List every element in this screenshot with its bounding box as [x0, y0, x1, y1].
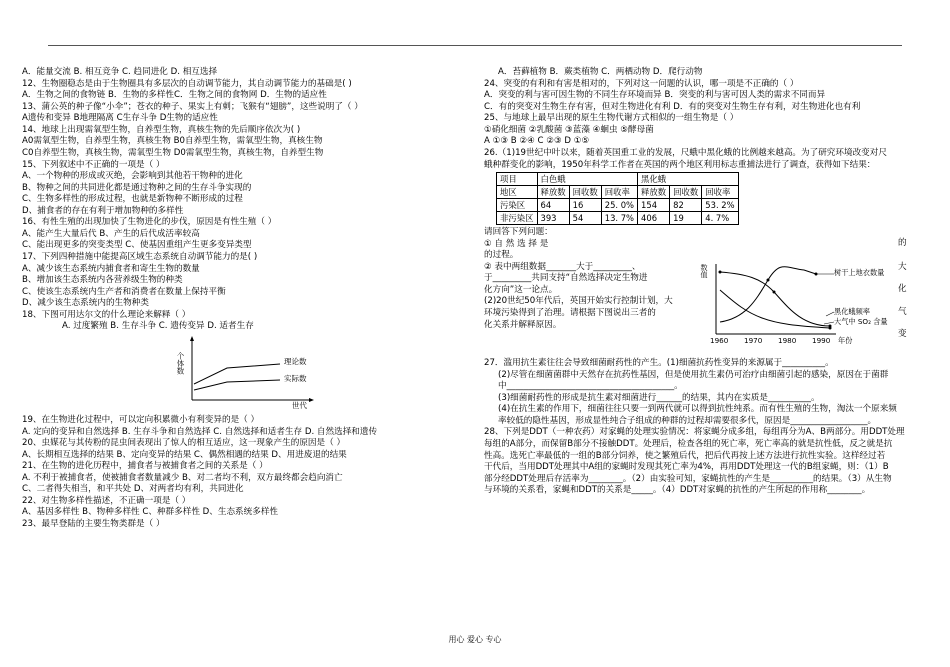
- table-cell: 82: [670, 199, 702, 212]
- question-line: A．苔藓植物 B．蕨类植物 C．两栖动物 D．爬行动物: [498, 67, 703, 77]
- table-header: 地区: [497, 186, 538, 199]
- question-line: A. 不利于被捕食者，使被捕食者数量减少 B、对二者均不利，双方最终都会趋向消亡: [22, 472, 343, 483]
- question-line: 化关系并解释原因。: [484, 319, 562, 330]
- question-line: A. 定向的变异和自然选择 B. 生存斗争和自然选择 C. 自然选择和适者生存 D. 自然选择和遗传: [22, 426, 378, 437]
- question-line: A0需氧型生物，自养型生物，真核生物 B0自养型生物，需氧型生物，真核生物: [22, 136, 323, 147]
- question-line: ①硝化细菌 ②乳酸菌 ③蓝藻 ④蛔虫 ⑤酵母菌: [484, 124, 654, 135]
- population-figure: [172, 334, 322, 412]
- line-end-text: 大: [898, 262, 907, 273]
- question-line: A、能产生大量后代 B、产生的后代成活率较高: [22, 228, 200, 239]
- table-cell: 非污染区: [497, 212, 538, 225]
- question-line: 中_______________________________________。: [498, 381, 683, 392]
- question-line: 23、最早登陆的主要生物类群是（ ）: [22, 519, 165, 529]
- question-line: C、生物多样性的形成过程，也就是新物种不断形成的过程: [22, 194, 243, 205]
- trend-ylabel: 数值: [700, 264, 708, 278]
- question-line: B、物种之间的共同进化都是通过物种之间的生存斗争实现的: [22, 182, 252, 193]
- question-line: 15、下列叙述中不正确的一项是（ ）: [22, 159, 165, 170]
- table-cell: 53. 2%: [702, 199, 738, 212]
- question-line: 14、地球上出现需氧型生物，自养型生物，真核生物的先后顺序依次为( ): [22, 124, 301, 135]
- table-header: 白色蛾: [537, 173, 638, 186]
- table-row: [497, 199, 739, 212]
- question-line: 25、与地球上最早出现的原生生物代谢方式相似的一组生物是（ ）: [484, 113, 739, 124]
- question-line: 24、突变的有利和有害是相对的，下列对这一问题的认识，哪一项是不正确的（ ）: [484, 78, 799, 89]
- question-line: ② 表中两组数据_______大于_________、: [484, 261, 641, 272]
- table-row: [497, 212, 739, 225]
- table-cell: 393: [537, 212, 569, 225]
- question-line: 与环境的关系看，家蝇和DDT的关系是_____。（4）DDT对家蝇的抗性的产生所起的作用称________。: [484, 485, 871, 496]
- question-line: (2)尽管在细菌菌群中天然存在抗药性基因，但是使用抗生素仍可治疗由细菌引起的感染，原因在于菌群: [498, 369, 889, 380]
- question-line: 13、蒲公英的种子像“小伞”；苍衣的种子、果实上有刺；飞猴有“翅膀”，这些说明了（ ）: [22, 101, 363, 112]
- graph-ylabel: 个体数: [176, 351, 185, 375]
- question-line: A、一个物种的形成或灭绝，会影响到其他若干物种的进化: [22, 171, 243, 182]
- x-unit: 年份: [838, 336, 853, 345]
- graph-xlabel: 世代: [292, 400, 307, 410]
- table-cell: 25. 0%: [601, 199, 637, 212]
- question-line: 干代后，当用DDT处理其中A组的家蝇时发现其死亡率为4%，再用DDT处理这一代的B组家蝇，则：（1）B: [484, 462, 889, 473]
- left-column: [22, 68, 474, 532]
- question-line: 16、有性生殖的出现加快了生物进化的步伐，原因是有性生殖（ ）: [22, 217, 277, 228]
- moth-trend-figure: [700, 260, 894, 350]
- x-tick: 1980: [778, 336, 797, 345]
- question-line: D、减少该生态系统内的生物种类: [22, 298, 149, 309]
- table-subheader: 回收数: [670, 186, 702, 199]
- question-line: (3)细菌耐药性的形成是抗生素对细菌进行______的结果，其内在实质是__________。: [498, 392, 820, 403]
- table-cell: 154: [638, 199, 670, 212]
- question-line: B、增加该生态系统内各营养级生物的种类: [22, 275, 183, 286]
- question-line: 27．滥用抗生素往往会导致细菌耐药性的产生。(1)细菌抗药性变异的来源属于__________。: [484, 358, 834, 369]
- question-line: 22、对生物多样性描述，不正确一项是（ ）: [22, 495, 191, 506]
- q18-options: A. 过度繁殖 B. 生存斗争 C. 遗传变异 D. 适者生存: [62, 321, 254, 332]
- table-cell: 64: [537, 199, 569, 212]
- table-subheader: 回收率: [702, 186, 738, 199]
- question-line: 21、在生物的进化历程中，捕食者与被捕食者之间的关系是（ ）: [22, 461, 268, 472]
- header-rule: [48, 45, 902, 46]
- table-cell: 54: [569, 212, 601, 225]
- question-line: 环境污染得到了治理。请根据下图说出三者的: [484, 308, 656, 318]
- right-column: [484, 68, 914, 498]
- table-cell: 13. 7%: [601, 212, 637, 225]
- question-line: (2)20世纪50年代后，英国开始实行控制计划，大: [484, 296, 673, 307]
- question-line: A、减少该生态系统内捕食者和寄生生物的数量: [22, 263, 200, 274]
- question-line: 17、下列四种措施中能提高区域生态系统自动调节能力的是( ): [22, 252, 258, 262]
- question-line: 26.（1)19世纪中叶以来，随着英国重工业的发展，尺蛾中黑化蛾的比例越来越高。为了研究环境改变对尺: [484, 147, 887, 158]
- legend-melanic: 黑化蛾频率: [834, 307, 870, 316]
- question-line: 率较低的隐性基因，形成显性纯合子组成的种群的过程却需要很多代，原因是__________________。: [498, 415, 877, 426]
- line-end-text: 的: [898, 238, 907, 249]
- table-subheader: 释放数: [537, 186, 569, 199]
- question-line: 每组的A部分，而保留B部分不接触DDT。处理后，检查各组的死亡率，死亡率高的就是抗性低，反之就是抗: [484, 439, 893, 449]
- question-line: A ①③ B ②④ C ②③ D ①⑤: [484, 136, 590, 147]
- question-line: A、基因多样性 B、物种多样性 C、种群多样性 D、生态系统多样性: [22, 507, 279, 518]
- question-line: 化方向”这一论点。: [484, 284, 558, 295]
- table-cell: 16: [569, 199, 601, 212]
- table-header: 黑化蛾: [638, 173, 739, 186]
- question-line: ① 自 然 选 择 是: [484, 238, 549, 249]
- question-line: A遗传和变异 B地理隔离 C生存斗争 D生物的适应性: [22, 113, 218, 124]
- table-cell: 污染区: [497, 199, 538, 212]
- question-line: 部分经DDT处理后存活率为________。（2）由实验可知，家蝇抗性的产生是__________的结果。（3）从生物: [484, 473, 892, 484]
- line-end-text: 变: [898, 329, 907, 340]
- question-line: 12、生物圈稳态是由于生物圈具有多层次的自动调节能力，其自动调节能力的基础是( ): [22, 78, 352, 89]
- legend-so2: 大气中 SO₂ 含量: [834, 317, 888, 326]
- question-line: 19、在生物进化过程中，可以定向积累微小有利变异的是（ ）: [22, 414, 260, 425]
- actual-label: 实际数: [284, 373, 307, 383]
- table-subheader: 释放数: [638, 186, 670, 199]
- footer-text: 用心 爱心 专心: [448, 635, 502, 644]
- x-tick: 1960: [710, 336, 729, 345]
- legend-lichen: 树干上地衣数量: [834, 268, 885, 277]
- line-end-text: 气: [898, 307, 907, 318]
- question-line: 28、下列是DDT（一种农药）对家蝇的处理实验情况：将家蝇分成多组，每组再分为A、B两部分。用DDT处理: [484, 427, 905, 438]
- table-cell: 406: [638, 212, 670, 225]
- moth-data-table: [496, 172, 739, 225]
- question-line: (4)在抗生素的作用下，细菌往往只要一到两代就可以得到抗性纯系。而有性生殖的生物，淘汰一个原来频: [498, 404, 897, 415]
- table-subheader: 回收数: [569, 186, 601, 199]
- line-end-text: 化: [898, 284, 907, 295]
- question-line: C．有的突变对生物生存有害，但对生物进化有利 D．有的突变对生物生存有利，对生物进化也有利: [484, 101, 861, 112]
- question-line: 性高。选死亡率最低的一组的B部分饲养，使之繁殖后代，把后代再按上述方法进行抗性实验。这样经过若: [484, 450, 886, 461]
- question-line: C0自养型生物，真核生物，需氧型生物 D0需氧型生物，真核生物，自养型生物: [22, 147, 324, 158]
- question-line: 18、下图可用达尔文的什么理论来解释（ ）: [22, 309, 191, 320]
- question-line: A．突变的利与害可因生物的不同生存环境而异 B．突变的利与害可因人类的需求不同而异: [484, 90, 826, 101]
- table-cell: 4. 7%: [702, 212, 738, 225]
- theoretical-label: 理论数: [284, 356, 307, 366]
- question-line: C、二者得失相当，和平共处 D、对两者均有利，共同进化: [22, 484, 244, 495]
- question-line: 的过程。: [484, 250, 519, 261]
- question-line: C、能出现更多的突变类型 C、使基因重组产生更多变异类型: [22, 240, 252, 251]
- question-line: 于_________共同支持“自然选择决定生物进: [484, 273, 648, 284]
- question-line: 蛾种群变化的影响，1950年科学工作者在英国的两个地区利用标志重捕法进行了调查，获得如下结果：: [484, 159, 876, 170]
- table-header: 项目: [497, 173, 538, 186]
- question-line: 请回答下列问题：: [484, 227, 553, 238]
- table-subheader: 回收率: [601, 186, 637, 199]
- x-tick: 1990: [812, 336, 831, 345]
- question-line: A．生物之间的食物链 B．生物的多样性C．生物之间的食物网 D．生物的适应性: [22, 90, 327, 101]
- table-cell: 19: [670, 212, 702, 225]
- question-line: 20、虫媒花与其传粉的昆虫间表现出了惊人的相互适应，这一现象产生的原因是（ ）: [22, 438, 346, 449]
- question-line: D、捕食者的存在有利于增加物种的多样性: [22, 205, 184, 216]
- x-tick: 1970: [744, 336, 763, 345]
- question-line: C、使该生态系统内生产者和消费者在数量上保持平衡: [22, 286, 226, 297]
- question-line: A、长期相互选择的结果 B、定向变异的结果 C、偶然相遇的结果 D、用进废退的结果: [22, 449, 347, 460]
- question-line: A．能量交流 B. 相互竞争 C. 趋同进化 D. 相互选择: [22, 67, 218, 77]
